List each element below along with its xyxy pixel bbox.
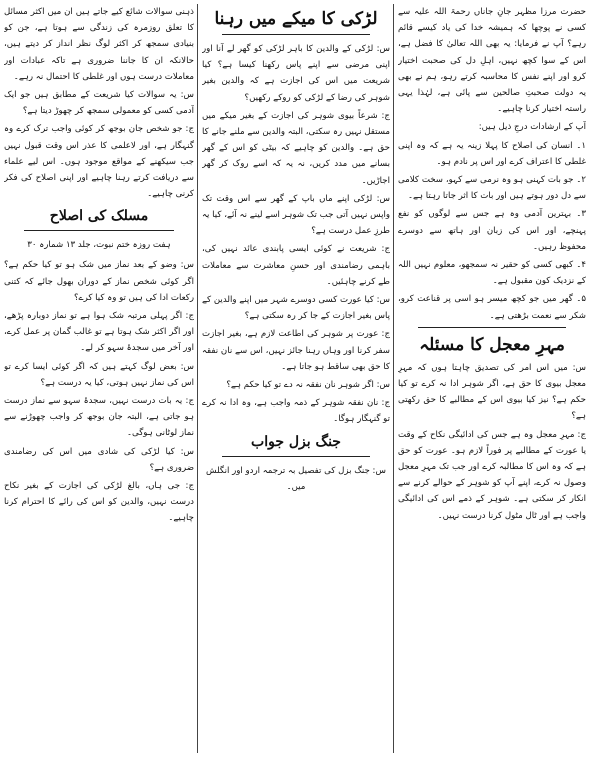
question: س: بعض لوگ کہتے ہیں کہ اگر کوئی ایسا کرے تو اس کی نماز نہیں ہوتی، کیا یہ درست ہے؟ — [4, 361, 194, 388]
answer: ج: جو شخص جان بوجھ کر کوئی واجب ترک کرے وہ گنہگار ہے، اور لاعلمی کا عذر اس وقت قبول نہیں جب سیکھنے کے مواقع موجود ہوں۔ اس لیے علماء سے دریافت کرتے رہنا چاہیے اور اپنی اصلاح کی فکر کرنی چاہیے۔ — [4, 124, 194, 200]
answer: ج: عورت پر شوہر کی اطاعت لازم ہے، بغیر اجازت سفر کرنا اور وہاں رہنا جائز نہیں، اس سے نان نفقہ کا حق بھی ساقط ہو جاتا ہے۔ — [202, 329, 390, 372]
section-heading: مسلک کی اصلاح — [49, 208, 149, 225]
answer: ج: شرعاً بیوی شوہر کی اجازت کے بغیر میکے میں مستقل نہیں رہ سکتی، البتہ والدین سے ملنے جانے کا حق ہے۔ والدین کو چاہیے کہ بیٹی کو اس کے گھر بسانے میں مدد کریں، نہ یہ کہ اسے روک کر گھر اجاڑیں۔ — [202, 110, 390, 186]
paragraph: حضرت مرزا مظہر جانِ جاناں رحمۃ اللہ علیہ سے کسی نے پوچھا کہ ہمیشہ خدا کی یاد کیسے قائم رہے؟ آپ نے فرمایا: یہ بھی اللہ تعالیٰ کا فضل ہے، اس کے سوا کچھ نہیں، اہلِ دل کی صحبت اختیار کرو اور اپنے نفس کا محاسبہ کرتے رہو، ہم نے بھی یہ دولت صحبتِ صالحین سے پائی ہے، لہٰذا یہی راستہ اختیار کرنا چاہیے۔ — [398, 7, 586, 115]
list-item: ۵۔ گھر میں جو کچھ میسر ہو اسی پر قناعت کرو، شکر سے نعمت بڑھتی ہے۔ — [398, 294, 586, 321]
column-divider — [393, 4, 394, 753]
source-note: ہفت روزہ ختم نبوت، جلد ۱۳ شمارہ ۳۰ — [27, 240, 171, 251]
question: س: لڑکی کے والدین کا باہر لڑکی کو گھر لے آنا اور اپنی مرضی سے اپنے پاس رکھنا کیسا ہے؟ کیا شریعت میں اس کی اجازت ہے کہ والدین بغیر شوہر کی رضا کے لڑکی کو روکے رکھیں؟ — [202, 44, 390, 103]
answer: ج: مہرِ معجل وہ ہے جس کی ادائیگی نکاح کے وقت یا عورت کے مطالبے پر فوراً لازم ہو۔ عورت کو حق ہے کہ وہ اس کا مطالبہ کرے اور جب تک مہرِ معجل وصول نہ کرے، اپنے آپ کو شوہر کے حوالے کرنے سے انکار کر سکتی ہے۔ شوہر کے ذمے اس کی ادائیگی واجب ہے اور ٹال مٹول کرنا درست نہیں۔ — [398, 429, 586, 521]
question: س: کیا عورت کسی دوسرے شہر میں اپنے والدین کے پاس بغیر اجازت کے جا کر رہ سکتی ہے؟ — [202, 295, 390, 322]
answer: ج: اگر پہلی مرتبہ شک ہوا ہے تو نماز دوبارہ پڑھے، اور اگر اکثر شک ہوتا ہے تو غالب گمان پر عمل کرے، اور آخر میں سجدۂ سہو کر لے۔ — [4, 311, 194, 354]
middle-column — [202, 4, 390, 753]
paragraph: آپ کے ارشادات درجِ ذیل ہیں: — [478, 122, 586, 133]
paragraph: ذہنی سوالات شائع کیے جاتے ہیں ان میں اکثر مسائل کا تعلق روزمرہ کی زندگی سے ہوتا ہے، جن کو بنیادی سمجھ کر اکثر لوگ نظر انداز کر دیتے ہیں، حالانکہ ان کا جاننا ضروری ہے تاکہ عبادات اور معاملات درست ہوں اور غلطی کا احتمال نہ رہے۔ — [4, 7, 194, 82]
divider — [24, 230, 174, 231]
question: س: لڑکی اپنے ماں باپ کے گھر سے اس وقت تک واپس نہیں آتی جب تک شوہر اسے لینے نہ آئے، کیا یہ طرزِ عمل درست ہے؟ — [202, 193, 390, 237]
list-item: ۲۔ جو بات کہنی ہو وہ نرمی سے کہو، سخت کلامی سے دل دور ہوتے ہیں اور بات کا اثر جاتا رہتا ہے۔ — [398, 175, 586, 202]
note: س: جنگ بزل کی تفصیل بہ ترجمہ اردو اور انگلش میں۔ — [206, 465, 386, 492]
list-item: ۳۔ بہترین آدمی وہ ہے جس سے لوگوں کو نفع پہنچے، اور اس کی زبان اور ہاتھ سے دوسرے محفوظ رہیں۔ — [398, 209, 586, 252]
answer: ج: یہ بات درست نہیں، سجدۂ سہو سے نماز درست ہو جاتی ہے، البتہ جان بوجھ کر واجب چھوڑنے سے نماز لوٹانی ہوگی۔ — [4, 396, 194, 439]
answer: ج: نان نفقہ شوہر کے ذمہ واجب ہے، وہ ادا نہ کرے تو گنہگار ہوگا۔ — [202, 398, 390, 425]
answer: ج: شریعت نے کوئی ایسی پابندی عائد نہیں کی، باہمی رضامندی اور حسنِ معاشرت سے معاملات طے کرنے چاہئیں۔ — [202, 244, 390, 287]
list-item: ۴۔ کبھی کسی کو حقیر نہ سمجھو، معلوم نہیں اللہ کے نزدیک کون مقبول ہے۔ — [398, 260, 586, 287]
divider — [222, 456, 370, 457]
section-heading: مہرِ معجل کا مسئلہ — [419, 334, 565, 355]
column-divider — [197, 4, 198, 753]
question: س: میں اس امر کی تصدیق چاہتا ہوں کہ مہرِ معجل بیوی کا حق ہے، اگر شوہر ادا نہ کرے تو کیا حکم ہے؟ نیز کیا بیوی اس کے مطالبے کا حق رکھتی ہے؟ — [398, 362, 586, 422]
left-column — [4, 4, 194, 753]
question: س: کیا لڑکی کی شادی میں اس کی رضامندی ضروری ہے؟ — [4, 446, 194, 473]
newspaper-page — [4, 4, 586, 753]
right-column — [398, 4, 586, 753]
question: س: یہ سوالات کیا شریعت کے مطابق ہیں جو ایک آدمی کسی کو معمولی سمجھ کر چھوڑ دیتا ہے؟ — [4, 90, 194, 117]
divider — [418, 327, 566, 328]
section-heading: جنگ بزل جواب — [251, 433, 341, 450]
article-title: لڑکی کا میکے میں رہنا — [214, 9, 378, 29]
divider — [222, 34, 370, 35]
question: س: وضو کے بعد نماز میں شک ہو تو کیا حکم ہے؟ اگر کوئی شخص نماز کے دوران بھول جائے کہ کتنی رکعات ادا کی ہیں تو وہ کیا کرے؟ — [4, 260, 194, 303]
list-item: ۱۔ انسان کی اصلاح کا پہلا زینہ یہ ہے کہ وہ اپنی غلطی کا اعتراف کرے اور اس پر نادم ہو۔ — [398, 140, 586, 167]
question: س: اگر شوہر نان نفقہ نہ دے تو کیا حکم ہے؟ — [226, 380, 390, 391]
answer: ج: جی ہاں، بالغ لڑکی کی اجازت کے بغیر نکاح درست نہیں، والدین کو اس کی رائے کا احترام کرنا چاہیے۔ — [4, 481, 194, 524]
